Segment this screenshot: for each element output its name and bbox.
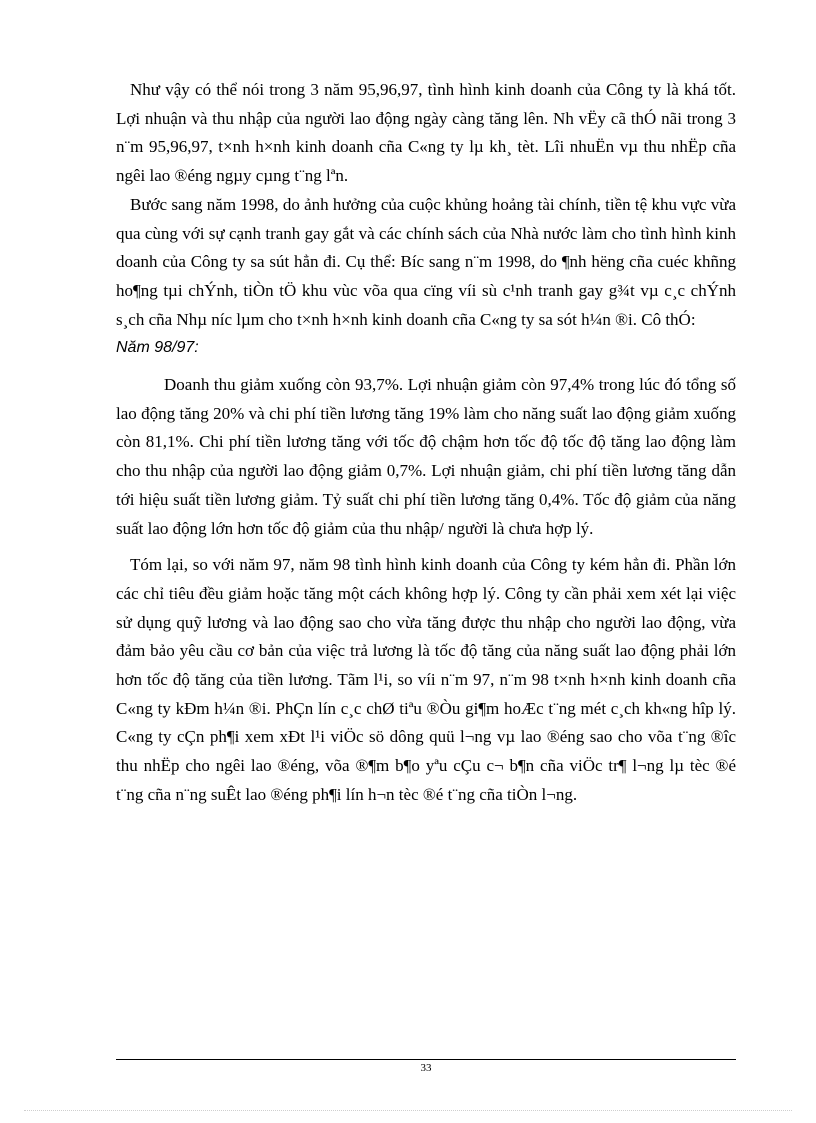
paragraph-1998-decline: Bước sang năm 1998, do ảnh hưởng của cuộc khủng hoảng tài chính, tiền tệ khu vực vừa qua cùng với sự cạnh tranh gay gắt và các chính sách của Nhà nước làm cho tình hình kinh doanh của Công ty sa sút hẳn đi. Cụ thể: Bíc sang n¨m 1998, do ¶nh hëng cña cuéc khñng ho¶ng tµi chÝnh, tiÒn tÖ khu vùc võa qua cïng víi sù c¹nh tranh gay g¾t vµ c¸c chÝnh s¸ch cña Nhµ níc lµm cho t×nh h×nh kinh doanh cña C«ng ty sa sót h¼n ®i. Cô thÓ:: [116, 194, 736, 329]
spacer: [116, 363, 736, 371]
paragraph-summary-95-97: Như vậy có thể nói trong 3 năm 95,96,97, tình hình kinh doanh của Công ty là khá tốt. Lợi nhuận và thu nhập của người lao động ngày càng tăng lên. Nh vËy cã thÓ nãi trong 3 n¨m 95,96,97, t×nh h×nh kinh doanh cña C«ng ty lµ kh¸ tèt. Lîi nhuËn vµ thu nhËp cña ngêi lao ®éng ngµy cµng t¨ng lªn.: [116, 80, 736, 186]
paragraph-revenue-figures: Doanh thu giảm xuống còn 93,7%. Lợi nhuận giảm còn 97,4% trong lúc đó tổng số lao động tăng 20% và chi phí tiền lương tăng 19% làm cho năng suất lao động giảm xuống còn 81,1%. Chi phí tiền lương tăng với tốc độ chậm hơn tốc độ tốc độ tăng lao động làm cho thu nhập của người lao động giảm 0,7%. Lợi nhuận giảm, chi phí tiền lương tăng dẫn tới hiệu suất tiền lương giảm. Tỷ suất chi phí tiền lương tăng 0,4%. Tốc độ giảm của năng suất lao động lớn hơn tốc độ giảm của thu nhập/ người là chưa hợp lý.: [116, 375, 736, 538]
page-bottom-edge: [24, 1110, 792, 1111]
footer-divider: [116, 1059, 736, 1060]
section-heading-98-97: Năm 98/97:: [116, 339, 199, 357]
paragraph-conclusion: Tóm lại, so với năm 97, năm 98 tình hình kinh doanh của Công ty kém hẳn đi. Phần lớn các chỉ tiêu đều giảm hoặc tăng một cách không hợp lý. Công ty cần phải xem xét lại việc sử dụng quỹ lương và lao động sao cho vừa tăng được thu nhập cho người lao động, vừa đảm bảo yêu cầu cơ bản của việc trả lương là tốc độ tăng của năng suất lao động phải lớn hơn tốc độ tăng của tiền lương. Tãm l¹i, so víi n¨m 97, n¨m 98 t×nh h×nh kinh doanh cña C«ng ty kÐm h¼n ®i. PhÇn lín c¸c chØ tiªu ®Òu gi¶m hoÆc t¨ng mét c¸ch kh«ng hîp lý. C«ng ty cÇn ph¶i xem xÐt l¹i viÖc sö dông quü l¬ng vµ lao ®éng sao cho võa t¨ng ®îc thu nhËp cho ngêi lao ®éng, võa ®¶m b¶o yªu cÇu c¬ b¶n cña viÖc tr¶ l¬ng lµ tèc ®é t¨ng cña n¨ng suÊt lao ®éng ph¶i lín h¬n tèc ®é t¨ng cña tiÒn l¬ng.: [116, 555, 736, 804]
body-text: [116, 76, 736, 810]
page-number: 33: [420, 1062, 432, 1074]
spacer: [116, 543, 736, 551]
